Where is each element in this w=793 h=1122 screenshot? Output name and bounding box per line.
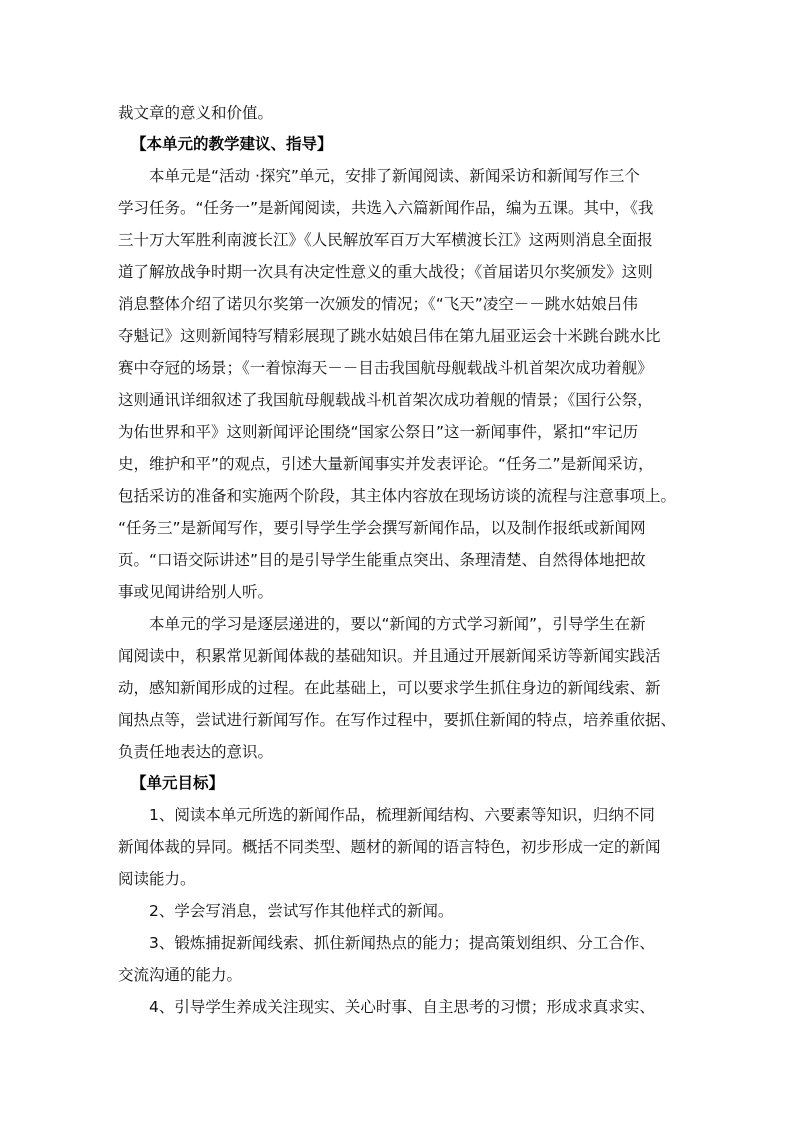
text-line: 史，维护和平”的观点，引述大量新闻事实并发表评论。“任务二”是新闻采访， [118, 455, 654, 473]
text-line: 交流沟通的能力。 [118, 966, 243, 984]
text-line: 阅读能力。 [118, 870, 196, 888]
text-line: 赛中夺冠的场景；《一着惊海天－－目击我国航母舰载战斗机首架次成功着舰》 [118, 359, 653, 377]
text-line: 动，感知新闻形成的过程。在此基础上，可以要求学生抓住身边的新闻线索、新 [118, 679, 661, 697]
text-line: 为佑世界和平》这则新闻评论围绕“国家公祭日”这一新闻事件，紧扣“牢记历 [118, 423, 639, 441]
text-line: 1、阅读本单元所选的新闻作品，梳理新闻结构、六要素等知识，归纳不同 [149, 806, 655, 824]
text-line: 这则通讯详细叙述了我国航母舰载战斗机首架次成功着舰的情景；《国行公祭， [118, 391, 653, 409]
text-line: 包括采访的准备和实施两个阶段，其主体内容放在现场访谈的流程与注意事项上。 [118, 487, 677, 505]
text-line: 3、锻炼捕捉新闻线索、抓住新闻热点的能力；提高策划组织、分工合作、 [149, 934, 655, 952]
text-line: 事或见闻讲给别人听。 [118, 583, 274, 601]
section-heading-teaching-advice: 【本单元的教学建议、指导】 [131, 135, 333, 153]
text-line: 闻阅读中，积累常见新闻体裁的基础知识。并且通过开展新闻采访等新闻实践活 [118, 647, 661, 665]
text-line: 2、学会写消息，尝试写作其他样式的新闻。 [149, 902, 454, 920]
text-line: 道了解放战争时期一次具有决定性意义的重大战役；《首届诺贝尔奖颁发》这则 [118, 263, 653, 281]
text-line: 4、引导学生养成关注现实、关心时事、自主思考的习惯；形成求真求实、 [149, 998, 655, 1016]
text-line: 夺魁记》这则新闻特写精彩展现了跳水姑娘吕伟在第九届亚运会十米跳台跳水比 [118, 327, 661, 345]
text-line: 裁文章的意义和价值。 [118, 104, 274, 122]
text-line: 本单元是“活动 ·探究”单元，安排了新闻阅读、新闻采访和新闻写作三个 [149, 167, 640, 185]
text-line: 学习任务。“任务一”是新闻阅读，共选入六篇新闻作品，编为五课。其中，《我 [118, 199, 654, 217]
text-line: 新闻体裁的异同。概括不同类型、题材的新闻的语言特色，初步形成一定的新闻 [118, 838, 661, 856]
text-line: 闻热点等，尝试进行新闻写作。在写作过程中，要抓住新闻的特点，培养重依据、 [118, 711, 677, 729]
text-line: 本单元的学习是逐层递进的，要以“新闻的方式学习新闻”，引导学生在新 [149, 615, 646, 633]
text-line: 页。“口语交际讲述”目的是引导学生能重点突出、条理清楚、自然得体地把故 [118, 551, 646, 569]
text-line: “任务三”是新闻写作，要引导学生学会撰写新闻作品，以及制作报纸或新闻网 [118, 519, 646, 537]
text-line: 消息整体介绍了诺贝尔奖第一次颁发的情况；《“飞天”凌空－－跳水姑娘吕伟 [118, 295, 638, 313]
text-line: 负责任地表达的意识。 [118, 743, 274, 761]
text-line: 三十万大军胜利南渡长江》《人民解放军百万大军横渡长江》这两则消息全面报 [118, 231, 653, 249]
section-heading-unit-goals: 【单元目标】 [131, 774, 225, 792]
